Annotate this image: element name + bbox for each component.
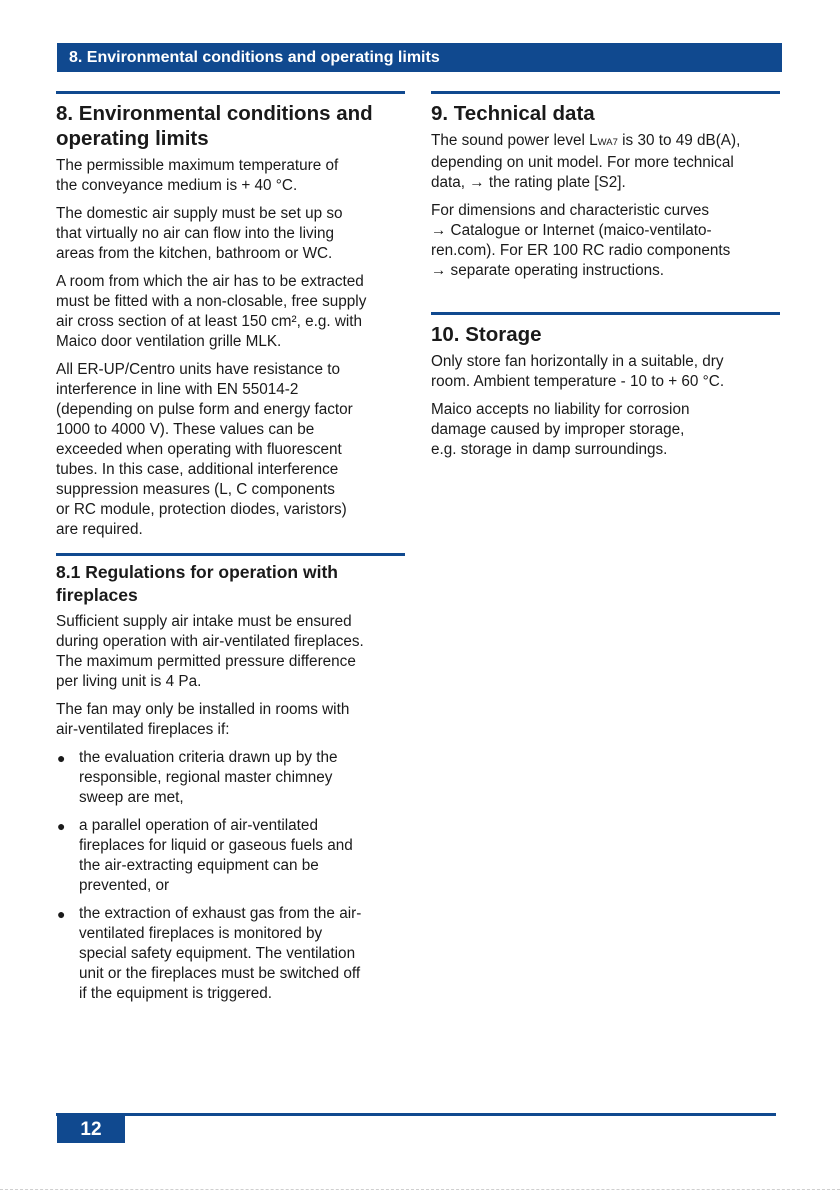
section-8-paragraph [56,204,405,264]
text-line: that virtually no air can flow into the living [56,225,335,242]
text-line: damage caused by improper storage, [431,421,685,438]
text-line: prevented, or [79,877,170,894]
text-line: per living unit is 4 Pa. [56,673,202,690]
bullet-icon: ● [57,906,66,922]
text-line: The domestic air supply must be set up so [56,205,343,222]
text-line: suppression measures (L, C components [56,481,335,498]
text-line: unit or the fireplaces must be switched off [79,965,361,982]
section-8-paragraph [56,156,405,196]
bullet-icon: ● [57,750,66,766]
left-column [56,91,405,1004]
text-line: ventilated fireplaces is monitored by [79,925,323,942]
text-line: e.g. storage in damp surroundings. [431,441,668,458]
text-line: if the equipment is triggered. [79,985,273,1002]
section-8-title-line2: operating limits [56,127,209,150]
section-10-paragraph [431,352,780,392]
section-9-title: 9. Technical data [431,102,595,125]
section-8-1-title-line1: 8.1 Regulations for operation with [56,562,338,582]
text-line: ren.com). For ER 100 RC radio components [431,242,731,259]
text-line: during operation with air-ventilated fireplaces. [56,633,364,650]
text-line: depending on unit model. For more technical [431,154,734,171]
page-number: 12 [57,1116,125,1143]
text-line: All ER-UP/Centro units have resistance to [56,361,340,378]
section-9 [431,91,780,281]
page-edge-divider [0,1189,840,1190]
text-line: exceeded when operating with fluorescent [56,441,342,458]
conditions-list [56,748,405,1004]
text-line: special safety equipment. The ventilation [79,945,356,962]
text-line: responsible, regional master chimney [79,769,333,786]
text-line: The maximum permitted pressure difference [56,653,356,670]
text-line: A room from which the air has to be extracted [56,273,364,290]
text-line: data, → the rating plate [S2]. [431,174,626,191]
text-line: the evaluation criteria drawn up by the [79,749,338,766]
text-line: must be fitted with a non-closable, free supply [56,293,367,310]
text-line: air cross section of at least 150 cm², e.g. with [56,313,363,330]
section-8-paragraph [56,360,405,540]
text-line: tubes. In this case, additional interference [56,461,339,478]
text-line: are required. [56,521,143,538]
section-9-paragraph [431,131,780,193]
text-line: The fan may only be installed in rooms with [56,701,350,718]
section-8-paragraph [56,272,405,352]
text-line: or RC module, protection diodes, varistors) [56,501,347,518]
text-line: areas from the kitchen, bathroom or WC. [56,245,333,262]
text-line: Only store fan horizontally in a suitable, dry [431,353,724,370]
text-line: Maico accepts no liability for corrosion [431,401,690,418]
section-8-1-title [56,556,405,607]
text-line: interference in line with EN 55014-2 [56,381,299,398]
text-line: For dimensions and characteristic curves [431,202,710,219]
text-fragment: is 30 to 49 dB(A), [617,132,741,149]
running-header: 8. Environmental conditions and operating limits [57,43,782,72]
section-8-1 [56,553,405,1004]
section-9-paragraph [431,201,780,281]
text-line: room. Ambient temperature - 10 to + 60 °C. [431,373,725,390]
text-line: a parallel operation of air-ventilated [79,817,318,834]
list-item [56,904,405,1004]
text-line: The permissible maximum temperature of [56,157,339,174]
text-line: sweep are met, [79,789,184,806]
section-10-title: 10. Storage [431,323,542,346]
list-item [56,816,405,896]
text-line: the air-extracting equipment can be [79,857,319,874]
section-8-title [56,94,405,151]
text-line: 1000 to 4000 V). These values can be [56,421,315,438]
section-8-1-paragraph [56,700,405,740]
bullet-icon: ● [57,818,66,834]
text-line: → separate operating instructions. [431,262,664,279]
section-10-paragraph [431,400,780,460]
footer-divider [56,1113,776,1116]
text-line: → Catalogue or Internet (maico-ventilato- [431,222,712,239]
text-line: (depending on pulse form and energy factor [56,401,353,418]
text-fragment: The sound power level L [431,132,598,149]
subscript: WA7 [597,137,618,148]
section-10 [431,312,780,460]
section-8 [56,91,405,540]
section-8-1-paragraph [56,612,405,692]
text-line: Sufficient supply air intake must be ensured [56,613,352,630]
text-line: fireplaces for liquid or gaseous fuels and [79,837,353,854]
text-line: Maico door ventilation grille MLK. [56,333,282,350]
text-line: air-ventilated fireplaces if: [56,721,230,738]
text-line: the conveyance medium is + 40 °C. [56,177,298,194]
section-8-title-line1: 8. Environmental conditions and [56,102,373,125]
list-item [56,748,405,808]
text-line: the extraction of exhaust gas from the air- [79,905,362,922]
section-8-1-title-line2: fireplaces [56,585,138,605]
right-column [431,91,780,460]
